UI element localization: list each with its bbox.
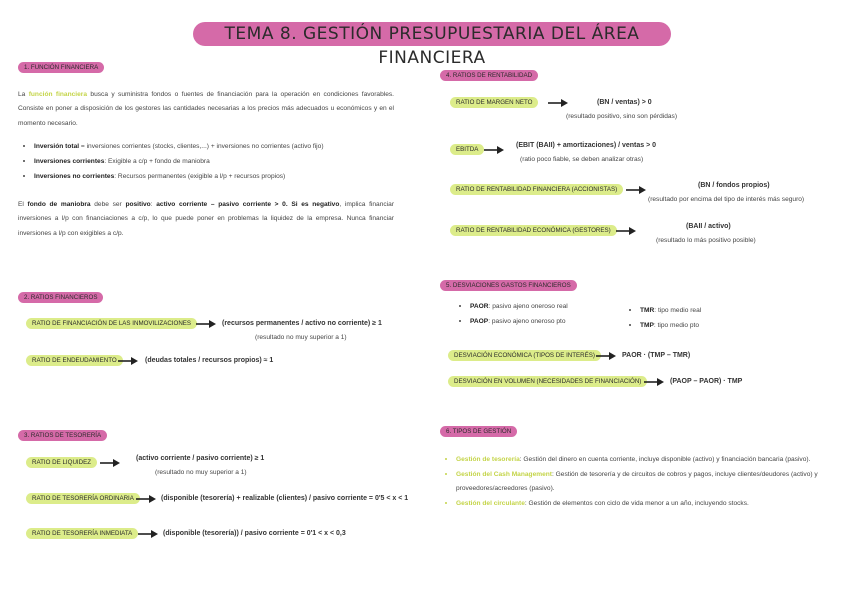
list-item	[470, 314, 630, 329]
term: Gestión del circulante	[456, 500, 525, 507]
formula: (EBIT (BAII) + amortizaciones) / ventas > 0	[516, 142, 657, 149]
formula: (BN / ventas) > 0	[597, 99, 652, 106]
list-item	[640, 303, 790, 318]
note: (resultado lo más positivo posible)	[656, 237, 756, 244]
desc: = inversiones corrientes (stocks, clientes,...) + inversiones no corrientes (activo fijo)	[79, 143, 324, 150]
paragraph-funcion-financiera	[18, 88, 394, 131]
desc: : pasivo ajeno oneroso real	[488, 303, 568, 310]
inversion-list	[20, 139, 414, 184]
term: activo corriente – pasivo corriente > 0. Si es negativo	[156, 201, 340, 208]
list-item	[34, 169, 414, 184]
formula: (BAII / activo)	[686, 223, 731, 230]
tag-ratio-tesoreria-ordinaria: RATIO DE TESORERÍA ORDINARIA	[26, 493, 140, 504]
desc: : tipo medio pto	[653, 322, 700, 329]
term: TMP	[640, 322, 654, 329]
section-heading-ratios-tesoreria: 3. RATIOS DE TESORERÍA	[18, 430, 107, 441]
formula: (PAOP – PAOR) · TMP	[670, 378, 743, 385]
tag-ratio-liquidez: RATIO DE LIQUIDEZ	[26, 457, 97, 468]
term: fondo de maniobra	[27, 201, 91, 208]
formula: (disponible (tesorería)) / pasivo corriente = 0'1 < x < 0,3	[163, 530, 346, 537]
list-item	[470, 299, 630, 314]
desc: : Exigible a c/p + fondo de maniobra	[104, 158, 210, 165]
arrow-icon	[644, 378, 664, 386]
arrow-icon	[616, 227, 636, 235]
term: PAOP	[470, 318, 489, 325]
tipos-gestion-list	[442, 452, 848, 511]
text: busca y suministra fondos o fuentes de financiación para la operación en condiciones favorables. Consiste en poner a disposición de los gestores las cantidades necesarias a los precios más adecuados u económicos y en el momento necesario.	[18, 91, 394, 127]
tag-ratio-margen-neto: RATIO DE MARGEN NETO	[450, 97, 538, 108]
desviaciones-list-right	[626, 303, 790, 333]
desc: : Gestión de tesorería y de circuitos de cobros y pagos, incluye clientes/deudores (activo) y proveedores/acreedores (pasivo).	[456, 471, 818, 492]
term: Gestión del Cash Management	[456, 471, 552, 478]
desc: : Recursos permanentes (exigible a l/p + recursos propios)	[114, 173, 286, 180]
tag-ratio-endeudamiento: RATIO DE ENDEUDAMIENTO	[26, 355, 123, 366]
list-item	[456, 496, 848, 511]
desc: : tipo medio real	[654, 307, 702, 314]
desc: : Gestión de elementos con ciclo de vida menor a un año, incluyendo stocks.	[524, 500, 749, 507]
term: Inversiones corrientes	[34, 158, 105, 165]
text: , implica financiar inversiones a l/p con financiaciones a c/p, lo que puede poner en problemas la liquidez de la empresa. Nunca financiar inversiones a l/p con exigibles a c/p.	[18, 201, 395, 237]
section-heading-tipos-gestion: 6. TIPOS DE GESTIÓN	[440, 426, 517, 437]
page-title: TEMA 8. GESTIÓN PRESUPUESTARIA DEL ÁREA FINANCIERA	[193, 22, 671, 46]
formula: (disponible (tesorería) + realizable (clientes) / pasivo corriente = 0'5 < x < 1	[161, 495, 409, 502]
list-item	[456, 452, 848, 467]
term: TMR	[640, 307, 655, 314]
tag-desviacion-volumen: DESVIACIÓN EN VOLUMEN (NECESIDADES DE FINANCIACIÓN)	[448, 376, 647, 387]
text: El	[18, 201, 28, 208]
term: Gestión de tesorería	[456, 456, 520, 463]
text: debe ser	[90, 201, 126, 208]
section-heading-funcion-financiera: 1. FUNCIÓN FINANCIERA	[18, 62, 104, 73]
tag-desviacion-economica: DESVIACIÓN ECONÓMICA (TIPOS DE INTERÉS)	[448, 350, 601, 361]
note: (resultado por encima del tipo de interés más seguro)	[648, 196, 805, 203]
note: (resultado no muy superior a 1)	[255, 334, 347, 341]
tag-ratio-financiacion-inmovilizaciones: RATIO DE FINANCIACIÓN DE LAS INMOVILIZACIONES	[26, 318, 197, 329]
tag-ebitda: EBITDA	[450, 144, 484, 155]
arrow-icon	[626, 186, 646, 194]
arrow-icon	[100, 459, 120, 467]
tag-ratio-rentabilidad-financiera: RATIO DE RENTABILIDAD FINANCIERA (ACCIONISTAS)	[450, 184, 623, 195]
note: (resultado positivo, sino son pérdidas)	[566, 113, 678, 120]
desc: : Gestión del dinero en cuenta corriente, incluye disponible (activo) y financiación bancaria (pasivo).	[519, 456, 811, 463]
desc: : pasivo ajeno oneroso pto	[488, 318, 566, 325]
term: positivo	[125, 201, 151, 208]
desviaciones-list-left	[456, 299, 630, 329]
list-item	[640, 318, 790, 333]
arrow-icon	[136, 495, 156, 503]
formula: (activo corriente / pasivo corriente) ≥ 1	[136, 455, 265, 462]
arrow-icon	[596, 352, 616, 360]
term: Inversión total	[34, 143, 80, 150]
term: Inversiones no corrientes	[34, 173, 115, 180]
text: :	[150, 201, 157, 208]
tag-ratio-tesoreria-inmediata: RATIO DE TESORERÍA INMEDIATA	[26, 528, 138, 539]
arrow-icon	[548, 99, 568, 107]
list-item	[34, 154, 414, 169]
note: (ratio poco fiable, se deben analizar otras)	[520, 156, 644, 163]
list-item	[34, 139, 414, 154]
paragraph-fondo-maniobra	[18, 198, 394, 241]
section-heading-desviaciones: 5. DESVIACIONES GASTOS FINANCIEROS	[440, 280, 577, 291]
formula: PAOR · (TMP – TMR)	[622, 352, 691, 359]
arrow-icon	[118, 357, 138, 365]
tag-ratio-rentabilidad-economica: RATIO DE RENTABILIDAD ECONÓMICA (GESTORES)	[450, 225, 617, 236]
arrow-icon	[138, 530, 158, 538]
term: PAOR	[470, 303, 489, 310]
formula: (deudas totales / recursos propios) ≈ 1	[145, 357, 274, 364]
highlight-term: función financiera	[28, 91, 88, 98]
formula: (recursos permanentes / activo no corriente) ≥ 1	[222, 320, 382, 327]
note: (resultado no muy superior a 1)	[155, 469, 247, 476]
section-heading-ratios-rentabilidad: 4. RATIOS DE RENTABILIDAD	[440, 70, 538, 81]
arrow-icon	[196, 320, 216, 328]
arrow-icon	[484, 146, 504, 154]
formula: (BN / fondos propios)	[698, 182, 770, 189]
section-heading-ratios-financieros: 2. RATIOS FINANCIEROS	[18, 292, 103, 303]
list-item	[456, 467, 848, 496]
text: La	[18, 91, 29, 98]
